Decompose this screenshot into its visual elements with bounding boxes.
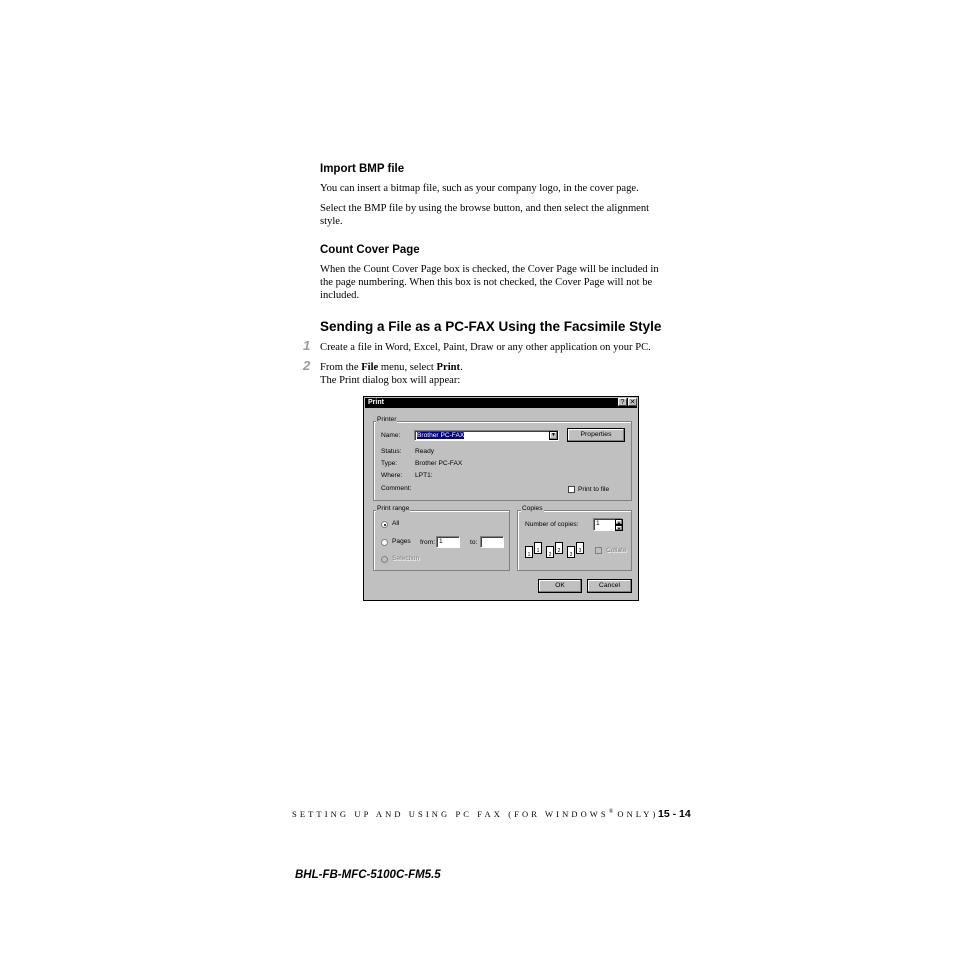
collate-page: 2 [546, 546, 554, 558]
heading-sending-pc-fax: Sending a File as a PC-FAX Using the Facsimile Style [320, 319, 662, 334]
collate-page: 3 [567, 546, 575, 558]
paragraph-import-bmp-2b: style. [320, 216, 343, 227]
collate-page: 3 [576, 542, 584, 554]
dialog-title-bar [365, 398, 637, 408]
step-text-2: From the File menu, select Print. [320, 362, 463, 373]
print-range-label: Print range [377, 505, 410, 512]
paragraph-count-cover-3: included. [320, 290, 360, 301]
type-value: Brother PC-FAX [415, 460, 463, 467]
step-number-2: 2 [303, 358, 311, 373]
to-input[interactable] [480, 536, 504, 548]
printer-group-label: Printer [377, 416, 397, 423]
pages-label: Pages [392, 538, 411, 545]
ok-button[interactable]: OK [538, 579, 582, 593]
step-number-1: 1 [303, 338, 311, 353]
document-code: BHL-FB-MFC-5100C-FM5.5 [295, 869, 441, 881]
pages-radio[interactable] [381, 539, 388, 546]
print-to-file-checkbox[interactable] [568, 486, 575, 493]
print-to-file-label: Print to file [578, 486, 610, 493]
step-text-1: Create a file in Word, Excel, Paint, Draw or any other application on your PC. [320, 342, 651, 353]
copies-group-label: Copies [522, 505, 543, 512]
running-footer: SETTING UP AND USING PC FAX (FOR WINDOWS® ONLY) [292, 809, 659, 819]
help-icon[interactable]: ? [618, 398, 627, 406]
paragraph-import-bmp-1: You can insert a bitmap file, such as your company logo, in the cover page. [320, 183, 639, 194]
paragraph-import-bmp-2a: Select the BMP file by using the browse button, and then select the alignment [320, 203, 650, 214]
paragraph-count-cover-2: the page numbering. When this box is not checked, the Cover Page will not be [320, 277, 653, 288]
close-icon[interactable]: ✕ [629, 399, 636, 406]
from-label: from: [420, 539, 436, 546]
name-label: Name: [381, 432, 401, 439]
dialog-title: Print [368, 399, 384, 406]
properties-button[interactable]: Properties [567, 428, 625, 442]
number-of-copies-input[interactable]: 1 [593, 518, 623, 531]
collate-page: 1 [525, 546, 533, 558]
step-text-2-line2: The Print dialog box will appear: [320, 375, 461, 386]
where-value: LPT1: [415, 472, 433, 479]
page-number: 15 - 14 [658, 808, 691, 820]
collate-label: Collate [606, 547, 627, 554]
collate-checkbox[interactable] [595, 547, 602, 554]
all-radio[interactable] [381, 521, 388, 528]
selection-radio[interactable] [381, 556, 388, 563]
to-label: to: [470, 539, 478, 546]
number-of-copies-label: Number of copies: [525, 521, 579, 528]
heading-import-bmp: Import BMP file [320, 163, 405, 175]
type-label: Type: [381, 460, 398, 467]
heading-count-cover-page: Count Cover Page [320, 244, 420, 256]
spin-up-icon[interactable]: ▲ [615, 519, 623, 525]
printer-name-value: Brother PC-FAX [417, 432, 465, 439]
printer-name-select[interactable] [414, 430, 559, 441]
all-label: All [392, 520, 400, 527]
print-dialog [363, 396, 639, 601]
status-label: Status: [381, 448, 402, 455]
where-label: Where: [381, 472, 403, 479]
from-input[interactable]: 1 [436, 536, 460, 548]
status-value: Ready [415, 448, 435, 455]
collate-page: 1 [534, 542, 542, 554]
paragraph-count-cover-1: When the Count Cover Page box is checked, the Cover Page will be included in [320, 264, 659, 275]
spin-down-icon[interactable]: ▼ [615, 525, 623, 531]
selection-label: Selection [392, 555, 420, 562]
cancel-button[interactable]: Cancel [587, 579, 632, 593]
chevron-down-icon[interactable]: ▼ [549, 431, 558, 440]
collate-page: 2 [555, 542, 563, 554]
comment-label: Comment: [381, 485, 412, 492]
